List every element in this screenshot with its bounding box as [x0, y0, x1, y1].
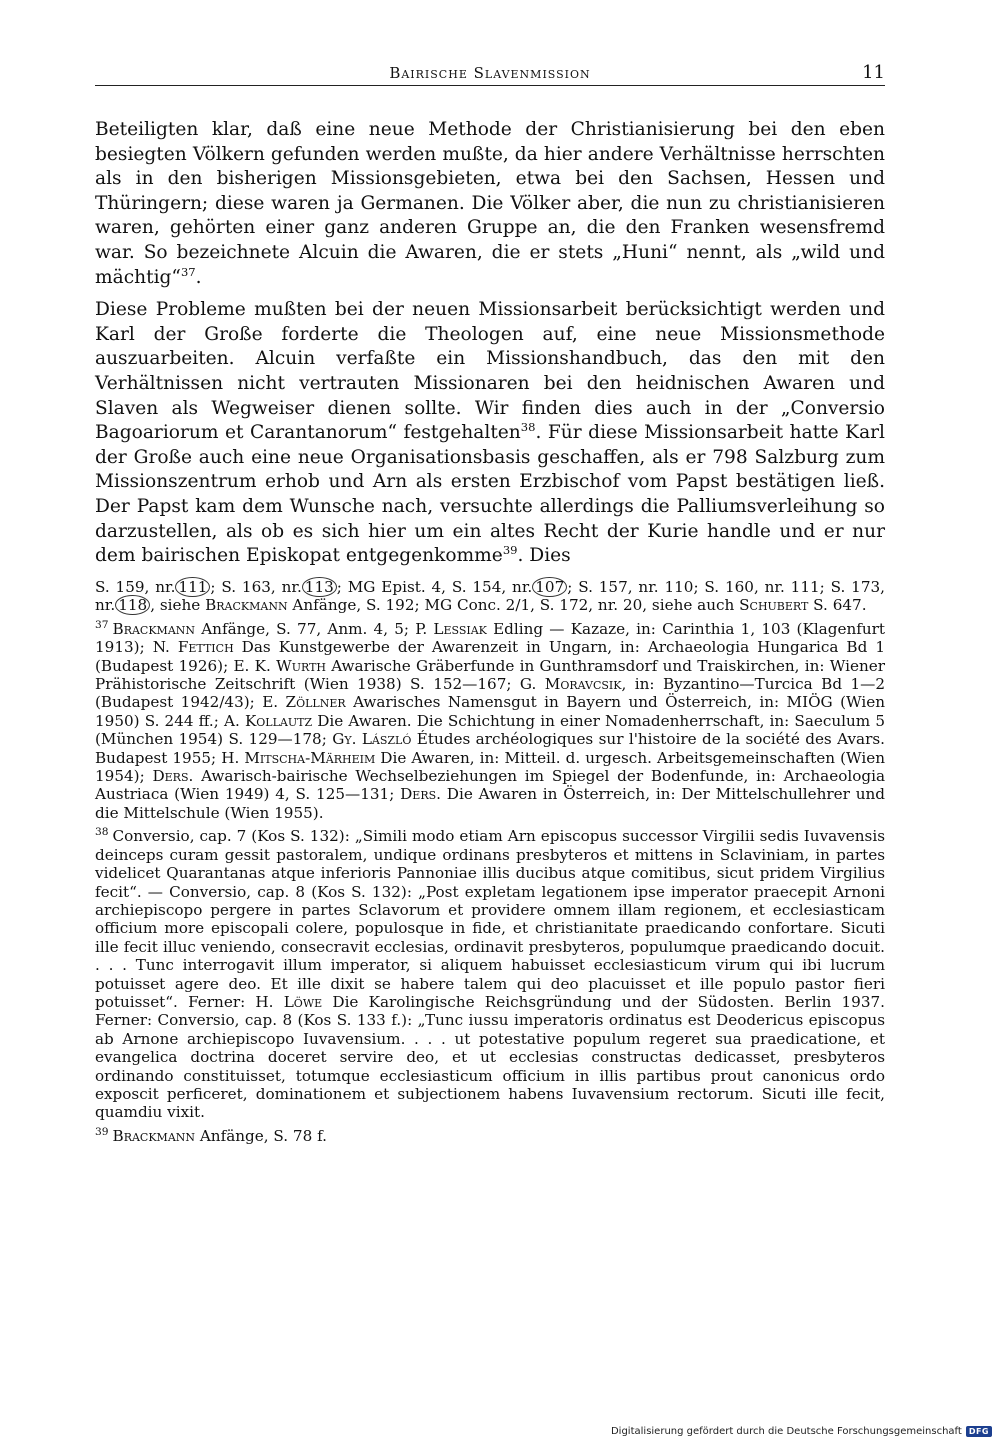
running-header — [95, 62, 885, 88]
footnote-38: $^{38}$ Conversio, cap. 7 (Kos S. 132): „Simili modo etiam Arn episcopus successor Virgilii sedis Iuvavensis deinceps curam gessit pastoralem, undique ordinans presbyteros et mittens in Sclaviniam, in partes videlicet Quarantanas atque inferioris Pannoniae illis ducibus atque comitibus, sicut pridem Virgilius fecit“. — Conversio, cap. 8 (Kos S. 132): „Post expletam legationem ipse imperator praecepit Arnoni archiepiscopo pergere in partes Sclavorum et providere omnem illam regionem, et ecclesiasticam officium more episcopali colere, populosque in fide, et christianitate praedicando confortare. Sicuti ille fecit illuc veniendo, consecravit ecclesias, ordinavit presbyteros, populumque praedicando docuit. . . . Tunc interrogavit illum imperator, si aliquem habuisset ecclesiasticum virum qui ibi lucrum potuisset agere deo. Et ille dixit se habere talem qui deo placuisset et ille populo pastor fieri potuisset“. Ferner: H. Löwe Die Karolingische Reichsgründung und der Südosten. Berlin 1937. Ferner: Conversio, cap. 8 (Kos S. 133 f.): „Tunc iussu imperatoris ordinatus est Deodericus episcopus ab Arnone archiepiscopo Iuvavensium. . . . ut potestative populum regeret sua praedicatione, et evangelica doctrina doceret servire deo, et ut ecclesias constructas dedicasset, presbyteros ordinando constituisset, totumque ecclesiasticum officium in illis partibus prout canonicus ordo exposcit perficeret, dominationem et subjectionem habens Iuvavensium rectorum. Sicuti ille fecit, quamdiu vixit. — [95, 825, 885, 1122]
footnote-continued: S. 159, nr. 111 ; S. 163, nr. 113 ; MG Epist. 4, S. 154, nr. 107 ; S. 157, nr. 110; S. 160, nr. 111; S. 173, nr. 118 , siehe Brackmann Anfänge, S. 192; MG Conc. 2/1, S. 172, nr. 20, siehe auch Schubert S. 647. — [95, 578, 885, 615]
header-rule — [95, 85, 885, 86]
footnote-ref: 37 — [180, 264, 196, 279]
digitization-credit — [611, 1426, 992, 1437]
footnote-ref: 38 — [520, 419, 536, 434]
dfg-logo: DFG — [966, 1426, 992, 1437]
credit-text: Digitalisierung gefördert durch die Deutsche Forschungsgemeinschaft — [610, 1426, 962, 1437]
page-number: 11 — [862, 62, 885, 83]
running-title: Bairische Slavenmission — [389, 64, 591, 82]
main-text — [95, 118, 885, 577]
footnote-ref: 39 — [502, 542, 518, 557]
footnote-37: $^{37}$ Brackmann Anfänge, S. 77, Anm. 4, 5; P. Lessiak Edling — Kazaze, in: Carinthia 1, 103 (Klagenfurt 1913); N. Fettich Das Kunstgewerbe der Awarenzeit in Ungarn, in: Archaeologia Hungarica Bd 1 (Budapest 1926); E. K. Wurth Awarische Gräberfunde in Gunthramsdorf und Traiskirchen, in: Wiener Prähistorische Zeitschrift (Wien 1938) S. 152—167; G. Moravcsik, in: Byzantino—Turcica Bd 1—2 (Budapest 1942/43); E. Zöllner Awarisches Namensgut in Bayern und Österreich, in: MIÖG (Wien 1950) S. 244 ff.; A. Kollautz Die Awaren. Die Schichtung in einer Nomadenherrschaft, in: Saeculum 5 (München 1954) S. 129—178; Gy. László Études archéologiques sur l'histoire de la société des Avars. Budapest 1955; H. Mitscha-Märheim Die Awaren, in: Mitteil. d. urgesch. Arbeitsgemeinschaften (Wien 1954); Ders. Awarisch-bairische Wechselbeziehungen im Spiegel der Bodenfunde, in: Archaeologia Austriaca (Wien 1949) 4, S. 125—131; Ders. Die Awaren in Österreich, in: Der Mittelschullehrer und die Mittelschule (Wien 1955). — [95, 617, 886, 822]
footnotes — [95, 578, 885, 1150]
paragraph: Beteiligten klar, daß eine neue Methode der Christianisierung bei den eben besiegten Völkern gefunden werden mußte, da hier andere Verhältnisse herrschten als in den bisherigen Missionsgebieten, etwa bei den Sachsen, Hessen und Thüringern; diese waren ja Germanen. Die Völker aber, die nun zu christianisieren waren, gehörten einer ganz anderen Gruppe an, die den Franken wesensfremd war. So bezeichnete Alcuin die Awaren, die er stets „Huni“ nennt, als „wild und mächtig“$^{37}$. — [95, 119, 885, 288]
footnote-39: $^{39}$ Brackmann Anfänge, S. 78 f. — [95, 1124, 327, 1145]
paragraph: Diese Probleme mußten bei der neuen Missionsarbeit berücksichtigt werden und Karl der Große forderte die Theologen auf, eine neue Missionsmethode auszuarbeiten. Alcuin verfaßte ein Missionshandbuch, das den mit den Verhältnissen nicht vertrauten Missionaren bei den heidnischen Awaren und Slaven als Wegweiser dienen sollte. Wir finden dies auch in der „Conversio Bagoariorum et Carantanorum“ festgehalten$^{38}$. Für diese Missionsarbeit hatte Karl der Große auch eine neue Organisationsbasis geschaffen, als er 798 Salzburg zum Missionszentrum erhob und Arn als ersten Erzbischof vom Papst bestätigen ließ. Der Papst kam dem Wunsche nach, versuchte allerdings die Palliumsverleihung so darzustellen, als ob es sich hier um ein altes Recht der Kurie handle und er nur dem bairischen Episkopat entgegenkomme$^{39}$. Dies — [95, 299, 885, 567]
